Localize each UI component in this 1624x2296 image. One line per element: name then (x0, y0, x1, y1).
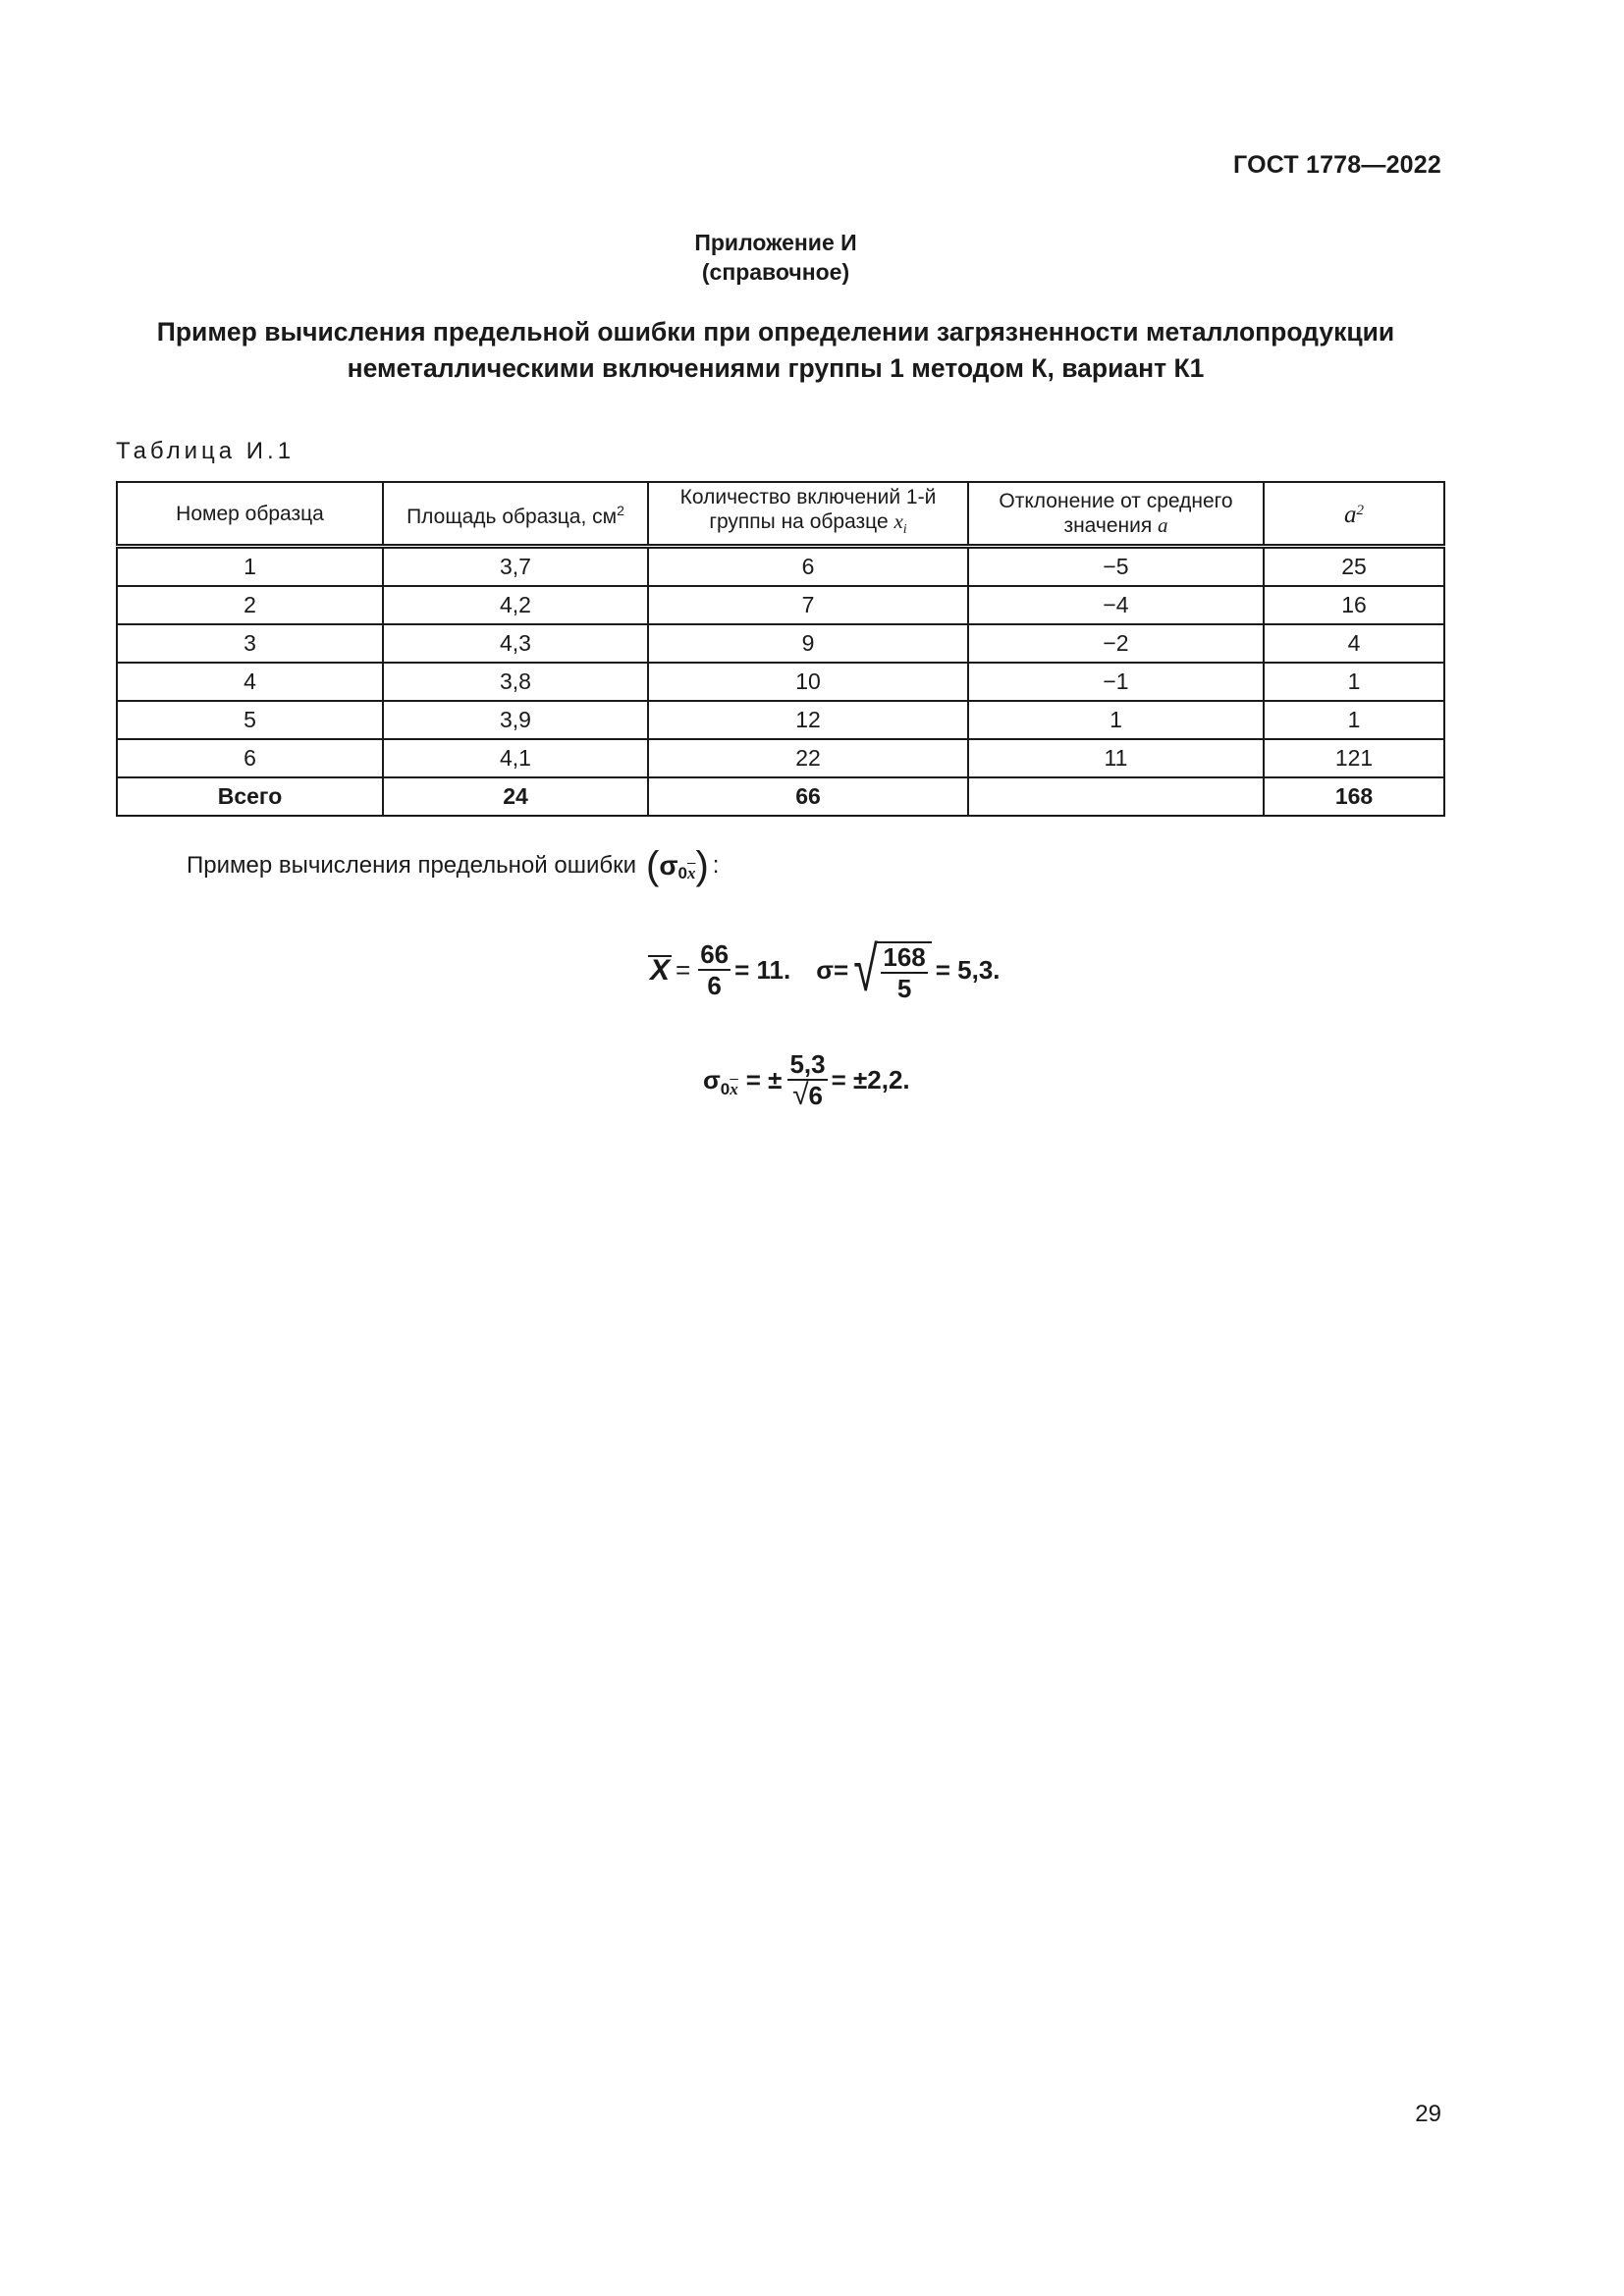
section-title-line-1: Пример вычисления предельной ошибки при определении загрязненности металлопродукции (156, 317, 1395, 347)
cell-sample-no: 6 (117, 739, 383, 777)
cell-area: 4,3 (383, 624, 648, 663)
section-title (88, 314, 1463, 387)
fraction-mean: $\frac{66}{6}$ (700, 939, 730, 1000)
cell-a-squared: 121 (1264, 739, 1444, 777)
sqrt-sigma: √ $\frac{168}{5}$ (848, 937, 932, 1002)
cell-a-squared: 25 (1264, 547, 1444, 587)
cell-a-squared: 16 (1264, 586, 1444, 624)
cell-area: 3,9 (383, 701, 648, 739)
table-row (117, 586, 1444, 624)
header-sample-no: Номер образца (117, 482, 383, 547)
cell-sample-no: 4 (117, 663, 383, 701)
cell-deviation: 1 (968, 701, 1264, 739)
cell-a-squared: 1 (1264, 663, 1444, 701)
cell-sample-no: 1 (117, 547, 383, 587)
cell-sample-no: 5 (117, 701, 383, 739)
cell-deviation: −5 (968, 547, 1264, 587)
cell-deviation: −4 (968, 586, 1264, 624)
cell-count: 7 (648, 586, 968, 624)
table-row (117, 663, 1444, 701)
header-count: Количество включений 1-й группы на образце $x_i$ (648, 482, 968, 547)
cell-area: 3,7 (383, 547, 648, 587)
fraction-limit: $\frac{5,3}{√6}$ (789, 1049, 826, 1111)
example-intro (187, 846, 719, 885)
cell-deviation: −2 (968, 624, 1264, 663)
cell-deviation: −1 (968, 663, 1264, 701)
total-deviation (968, 777, 1264, 816)
total-label: Всего (117, 777, 383, 816)
appendix-status: (справочное) (701, 259, 850, 285)
example-colon: : (712, 852, 720, 879)
cell-count: 10 (648, 663, 968, 701)
cell-sample-no: 3 (117, 624, 383, 663)
header-deviation: Отклонение от среднего значения a (968, 482, 1264, 547)
example-intro-text: Пример вычисления предельной ошибки (187, 852, 637, 879)
total-area: 24 (383, 777, 648, 816)
table-row (117, 739, 1444, 777)
page-number: 29 (1415, 2101, 1441, 2127)
cell-count: 12 (648, 701, 968, 739)
table-row (117, 624, 1444, 663)
appendix-heading (0, 228, 1551, 287)
cell-count: 9 (648, 624, 968, 663)
x-bar: X (650, 954, 671, 987)
cell-area: 4,1 (383, 739, 648, 777)
total-a-squared: 168 (1264, 777, 1444, 816)
formula-mean-and-sigma: X = $\frac{66}{6}$ = 11. σ= √ $\frac{168}{5}$ = 5,3. (650, 934, 1001, 1004)
cell-a-squared: 4 (1264, 624, 1444, 663)
total-count: 66 (648, 777, 968, 816)
appendix-title: Приложение И (694, 230, 857, 255)
table-row (117, 547, 1444, 587)
header-area: Площадь образца, $см^2$ (383, 482, 648, 547)
cell-a-squared: 1 (1264, 701, 1444, 739)
cell-area: 3,8 (383, 663, 648, 701)
table-header-row (117, 482, 1444, 547)
table-row (117, 701, 1444, 739)
sigma-symbol: ( σ $0\overline{x}$ ) (646, 844, 709, 887)
section-title-line-2: неметаллическими включениями группы 1 методом К, вариант К1 (347, 353, 1205, 383)
formula-limit-error: σ $0\overline{x}$ = ± $\frac{5,3}{√6}$ = ±2,2. (703, 1049, 910, 1111)
cell-count: 6 (648, 547, 968, 587)
data-table (116, 481, 1445, 817)
header-a-squared: $a^2$ (1264, 482, 1444, 547)
cell-count: 22 (648, 739, 968, 777)
cell-sample-no: 2 (117, 586, 383, 624)
table-caption: Таблица И.1 (116, 438, 296, 464)
cell-area: 4,2 (383, 586, 648, 624)
document-code: ГОСТ 1778—2022 (1233, 151, 1441, 179)
cell-deviation: 11 (968, 739, 1264, 777)
table-total-row (117, 777, 1444, 816)
